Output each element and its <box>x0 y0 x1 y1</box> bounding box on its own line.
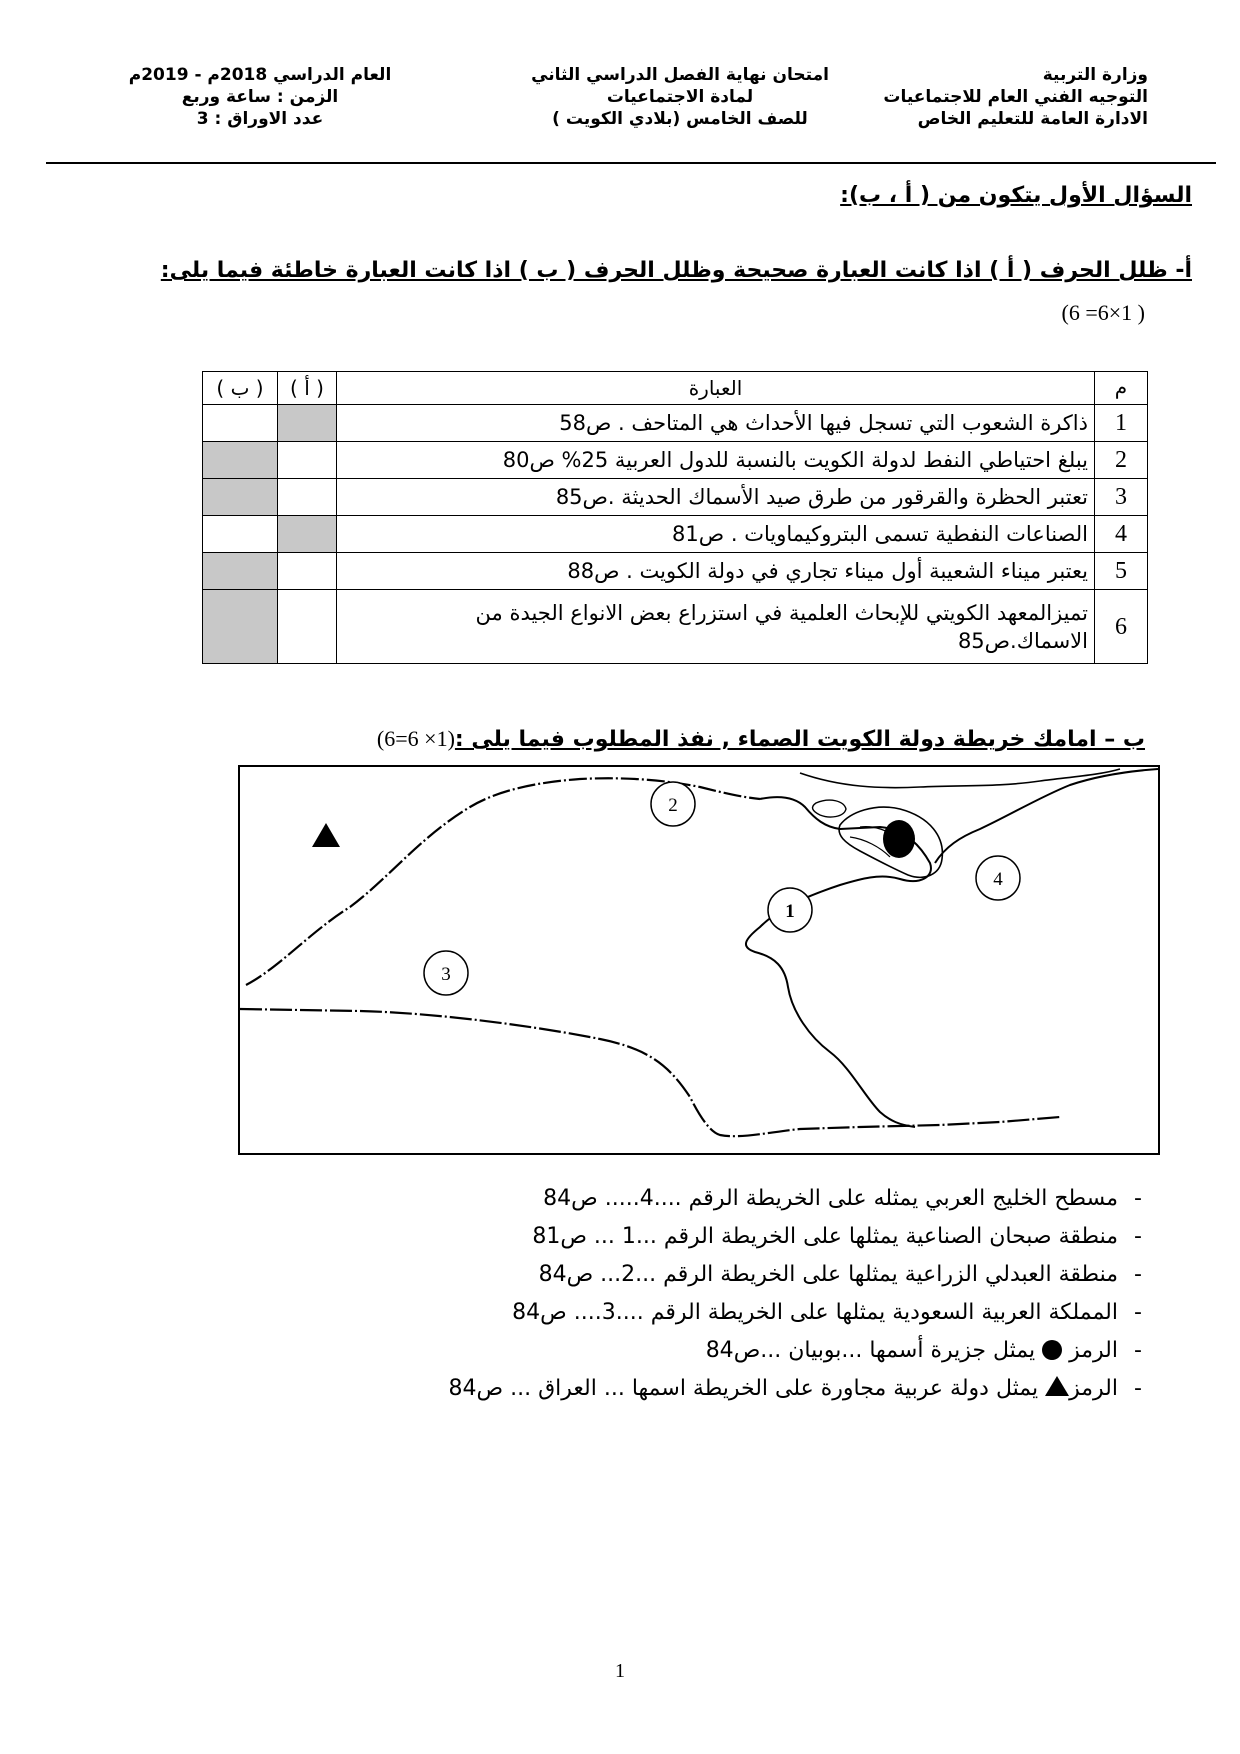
row-statement: الصناعات النفطية تسمى البتروكيماويات . ص81 <box>337 516 1095 553</box>
header-center-line-2: لمادة الاجتماعيات <box>606 87 754 107</box>
svg-text:4: 4 <box>993 869 1003 890</box>
part-b-answer-list <box>449 1180 1158 1408</box>
item-pre: الرمز <box>1069 1376 1118 1401</box>
header-ministry <box>883 64 1148 130</box>
answer-b-cell[interactable] <box>203 590 278 664</box>
header-left-line-2: الزمن : ساعة وربع <box>181 87 339 107</box>
question-title: السؤال الأول يتكون من ( أ ، ب): <box>840 183 1192 208</box>
svg-text:2: 2 <box>668 795 678 816</box>
kuwait-map-svg <box>240 767 1158 1153</box>
kuwait-blank-map <box>238 765 1160 1155</box>
gulf-coast-east <box>935 769 1158 863</box>
header-a: ( أ ) <box>278 372 337 405</box>
triangle-symbol-icon <box>312 823 340 847</box>
list-item: -منطقة العبدلي الزراعية يمثلها على الخريطة الرقم ...2... ص84 <box>538 1262 1142 1287</box>
map-label-1 <box>768 888 812 932</box>
answer-b-cell[interactable] <box>203 516 278 553</box>
answer-b-cell[interactable] <box>203 479 278 516</box>
row-statement: تعتبر الحظرة والقرقور من طرق صيد الأسماك الحديثة .ص85 <box>337 479 1095 516</box>
row-num: 2 <box>1095 442 1148 479</box>
answer-a-cell[interactable] <box>278 405 337 442</box>
item-text: منطقة العبدلي الزراعية يمثلها على الخريطة الرقم ...2... ص84 <box>538 1262 1118 1287</box>
table-row <box>203 479 1148 516</box>
header-center-line-1: امتحان نهاية الفصل الدراسي الثاني <box>531 65 829 85</box>
answer-b-cell[interactable] <box>203 405 278 442</box>
part-a-instruction: أ- ظلل الحرف ( أ ) اذا كانت العبارة صحيحة وظلل الحرف ( ب ) اذا كانت العبارة خاطئة فيما يلى: <box>160 258 1192 283</box>
header-right-line-2: التوجيه الفني العام للاجتماعيات <box>883 87 1148 107</box>
header-num: م <box>1095 372 1148 405</box>
answer-b-cell[interactable] <box>203 442 278 479</box>
item-pre: الرمز <box>1069 1338 1118 1363</box>
header-right-line-3: الادارة العامة للتعليم الخاص <box>917 109 1148 129</box>
map-label-4 <box>976 856 1020 900</box>
triangle-inline-icon <box>1045 1376 1069 1396</box>
answer-a-cell[interactable] <box>278 590 337 664</box>
map-label-3 <box>424 951 468 995</box>
svg-text:3: 3 <box>441 964 451 985</box>
header-b: ( ب ) <box>203 372 278 405</box>
row-num: 5 <box>1095 553 1148 590</box>
page-number: 1 <box>615 1660 625 1682</box>
circle-inline-icon <box>1042 1340 1062 1360</box>
list-item: -المملكة العربية السعودية يمثلها على الخريطة الرقم ....3.... ص84 <box>512 1300 1142 1325</box>
row-statement: يبلغ احتياطي النفط لدولة الكويت بالنسبة للدول العربية 25% ص80 <box>337 442 1095 479</box>
item-text: مسطح الخليج العربي يمثله على الخريطة الرقم ....4..... ص84 <box>543 1186 1118 1211</box>
table-row <box>203 442 1148 479</box>
row-num: 4 <box>1095 516 1148 553</box>
header-divider <box>46 162 1216 164</box>
row-num: 3 <box>1095 479 1148 516</box>
row-statement: تميزالمعهد الكويتي للإبحاث العلمية في استزراع بعض الانواع الجيدة من الاسماك.ص85 <box>337 590 1095 664</box>
list-item: -الرمز يمثل جزيرة أسمها ...بوبيان ...ص84 <box>705 1338 1142 1363</box>
circle-symbol-icon <box>883 820 915 858</box>
warbah-island-outline <box>813 800 846 817</box>
header-exam-title <box>520 64 840 130</box>
part-b-marks: (1× 6=6) <box>376 726 455 751</box>
border-saudi-line <box>240 1009 1060 1136</box>
row-num: 6 <box>1095 590 1148 664</box>
map-label-2 <box>651 782 695 826</box>
part-b-instruction-text: ب – امامك خريطة دولة الكويت الصماء , نفذ المطلوب فيما يلى : <box>454 727 1145 752</box>
row-statement: يعتبر ميناء الشعيبة أول ميناء تجاري في دولة الكويت . ص88 <box>337 553 1095 590</box>
table-row <box>203 516 1148 553</box>
header-statement: العبارة <box>337 372 1095 405</box>
answer-a-cell[interactable] <box>278 442 337 479</box>
row-statement: ذاكرة الشعوب التي تسجل فيها الأحداث هي المتاحف . ص58 <box>337 405 1095 442</box>
answer-a-cell[interactable] <box>278 479 337 516</box>
true-false-table <box>202 371 1148 664</box>
list-item: -منطقة صبحان الصناعية يمثلها على الخريطة الرقم ...1 ... ص81 <box>532 1224 1142 1249</box>
row-num: 1 <box>1095 405 1148 442</box>
item-text: منطقة صبحان الصناعية يمثلها على الخريطة الرقم ...1 ... ص81 <box>532 1224 1118 1249</box>
item-text: المملكة العربية السعودية يمثلها على الخريطة الرقم ....3.... ص84 <box>512 1300 1118 1325</box>
svg-text:1: 1 <box>785 901 795 922</box>
table-header-row <box>203 372 1148 405</box>
part-a-marks: (6 =6×1 ) <box>1061 300 1145 325</box>
answer-b-cell[interactable] <box>203 553 278 590</box>
item-text: يمثل دولة عربية مجاورة على الخريطة اسمها ... العراق ... ص84 <box>448 1376 1039 1401</box>
list-item: -مسطح الخليج العربي يمثله على الخريطة الرقم ....4..... ص84 <box>543 1186 1142 1211</box>
header-left-line-3: عدد الاوراق : 3 <box>196 109 324 129</box>
list-item: -الرمز يمثل دولة عربية مجاورة على الخريطة اسمها ... العراق ... ص84 <box>448 1376 1142 1401</box>
header-center-line-3: للصف الخامس (بلادي الكويت ) <box>552 109 808 129</box>
answer-a-cell[interactable] <box>278 553 337 590</box>
part-b-instruction <box>377 726 1145 752</box>
header-right-line-1: وزارة التربية <box>1042 65 1148 85</box>
answer-a-cell[interactable] <box>278 516 337 553</box>
table-row <box>203 590 1148 664</box>
table-row <box>203 405 1148 442</box>
table-row <box>203 553 1148 590</box>
item-text: يمثل جزيرة أسمها ...بوبيان ...ص84 <box>705 1338 1036 1363</box>
header-left-line-1: العام الدراسي 2018م - 2019م <box>128 65 392 85</box>
header-year-info <box>110 64 410 130</box>
